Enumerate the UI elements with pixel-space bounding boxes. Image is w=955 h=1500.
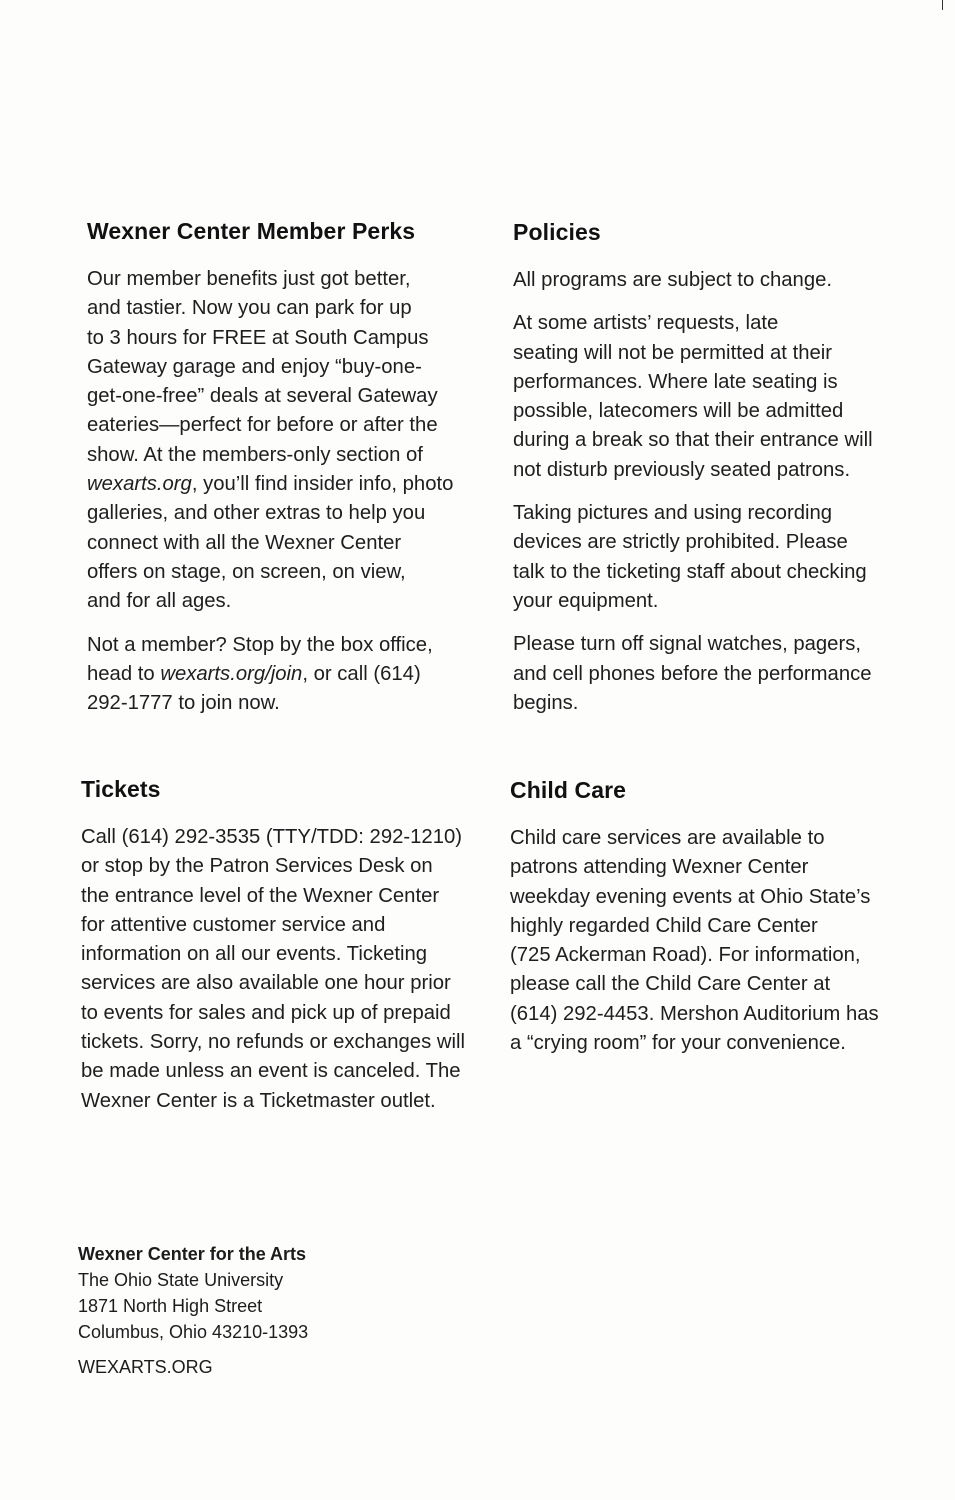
tickets-paragraph: Call (614) 292-3535 (TTY/TDD: 292-1210) or stop by the Patron Services Desk on the entrance level of the Wexner Center for attentive customer service and information on all our events. Ticketing services are also available one hour prior to events for sales and pick up of prepaid tickets. Sorry, no refunds or exchanges will be made unless an event is canceled. The Wexner Center is a Ticketmaster outlet. (81, 826, 466, 1112)
policies-paragraph-2: At some artists’ requests, late seating will not be permitted at their performances. Where late seating is possible, latecomers will be admitted during a break so that their entrance will not disturb previously seated patrons. (513, 312, 873, 481)
tickets-heading: Tickets (81, 776, 161, 802)
policies-paragraph-4: Please turn off signal watches, pagers, and cell phones before the performance begins. (513, 633, 872, 714)
organization-name: Wexner Center for the Arts (78, 1244, 307, 1264)
university-line: The Ohio State University (78, 1270, 284, 1290)
member-perks-text: Our member benefits just got better, and tastier. Now you can park for up to 3 hours for FREE at South Campus Gateway garage and enjoy “buy-one- get-one-free” deals at several Gateway eateries—perfect for before or after the show. At the members-only section of (87, 268, 438, 466)
policies-heading: Policies (513, 219, 601, 245)
policies-section (513, 219, 933, 732)
wexarts-link-text: wexarts.org (87, 473, 192, 496)
policies-paragraph-1: All programs are subject to change. (513, 269, 833, 291)
child-care-paragraph: Child care services are available to patrons attending Wexner Center weekday evening events at Ohio State’s highly regarded Child Care Center (725 Ackerman Road). For information, please call the Child Care Center at (614) 292-4453. Mershon Auditorium has a “crying room” for your convenience. (510, 827, 879, 1055)
member-perks-section (87, 218, 487, 732)
member-perks-paragraph-1 (87, 265, 487, 617)
city-line: Columbus, Ohio 43210-1393 (78, 1322, 309, 1342)
street-line: 1871 North High Street (78, 1296, 263, 1316)
child-care-heading: Child Care (510, 777, 627, 803)
child-care-section (510, 777, 930, 1072)
policies-paragraph-3: Taking pictures and using recording devices are strictly prohibited. Please talk to the ticketing staff about checking your equipment. (513, 502, 867, 612)
join-link-text: wexarts.org/join (160, 662, 303, 685)
website-link[interactable]: WEXARTS.ORG (78, 1357, 213, 1377)
member-perks-heading: Wexner Center Member Perks (87, 218, 416, 244)
member-perks-paragraph-2 (87, 631, 487, 719)
member-perks-text-rest: , you’ll find insider info, photo galleries, and other extras to help you connect with all the Wexner Center offers on stage, on screen, on view, and for all ages. (87, 473, 454, 613)
tickets-section (81, 776, 501, 1130)
address-block (78, 1241, 308, 1378)
join-text-a: Not a member? Stop by the box office, head to (87, 633, 433, 685)
join-text-b: , or call (614) 292-1777 to join now. (87, 662, 421, 715)
